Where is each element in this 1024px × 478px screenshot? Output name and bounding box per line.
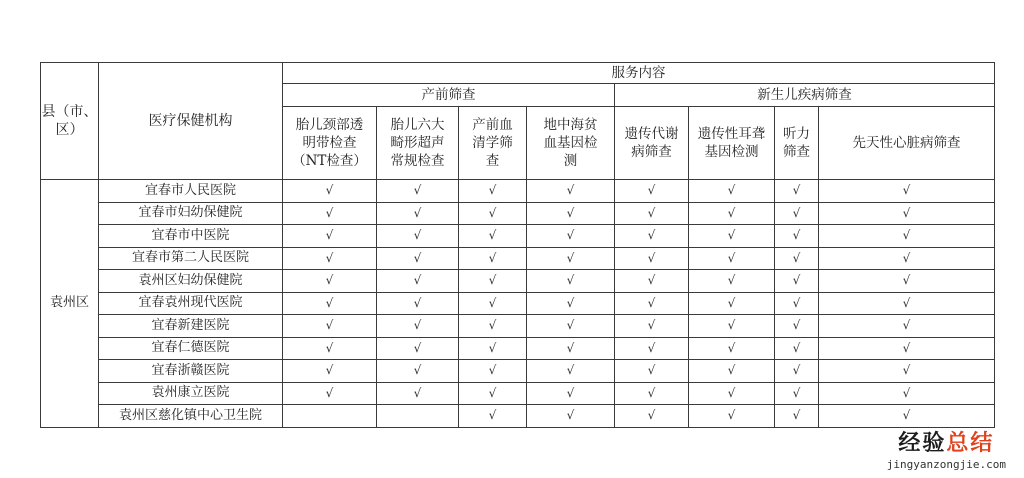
check-mark-icon: √ [647,273,656,288]
institution-name-cell: 袁州区妇幼保健院 [99,270,283,293]
check-mark-icon: √ [325,183,334,198]
check-mark-icon: √ [325,340,334,355]
service-cell [459,247,527,270]
check-mark-icon: √ [413,385,422,400]
service-cell [689,360,775,383]
service-cell [377,382,459,405]
table-row [41,405,995,428]
service-cell [283,315,377,338]
service-cell [527,247,615,270]
check-mark-icon: √ [902,273,911,288]
service-cell [819,247,995,270]
service-cell [377,337,459,360]
check-mark-icon: √ [488,385,497,400]
institution-name-cell: 宜春市中医院 [99,225,283,248]
service-cell [377,202,459,225]
service-cell [615,202,689,225]
table-row [41,360,995,383]
service-cell [689,270,775,293]
check-mark-icon: √ [488,340,497,355]
service-cell [615,292,689,315]
check-mark-icon: √ [488,205,497,220]
service-cell [689,292,775,315]
check-mark-icon: √ [647,295,656,310]
service-cell [819,360,995,383]
check-mark-icon: √ [902,228,911,243]
service-cell [527,202,615,225]
service-cell [615,337,689,360]
check-mark-icon: √ [647,183,656,198]
check-mark-icon: √ [413,295,422,310]
check-mark-icon: √ [488,250,497,265]
service-cell [819,270,995,293]
service-cell [527,360,615,383]
service-cell [615,270,689,293]
service-cell [459,225,527,248]
service-cell [615,405,689,428]
check-mark-icon: √ [902,205,911,220]
table-row [41,315,995,338]
column-header: 产前血清学筛查 [459,107,527,180]
institution-name-cell: 宜春袁州现代医院 [99,292,283,315]
service-cell [283,270,377,293]
check-mark-icon: √ [727,228,736,243]
service-cell [775,405,819,428]
service-cell [527,337,615,360]
service-cell [689,337,775,360]
check-mark-icon: √ [413,250,422,265]
service-cell [615,360,689,383]
institution-name-cell: 宜春浙赣医院 [99,360,283,383]
service-cell [689,202,775,225]
service-cell [775,382,819,405]
service-cell [377,270,459,293]
service-cell [283,180,377,203]
check-mark-icon: √ [792,295,801,310]
check-mark-icon: √ [566,318,575,333]
check-mark-icon: √ [792,250,801,265]
service-cell [775,247,819,270]
check-mark-icon: √ [902,318,911,333]
column-header: 听力筛查 [775,107,819,180]
check-mark-icon: √ [902,340,911,355]
county-header: 县（市、区） [41,63,99,180]
service-cell [819,180,995,203]
check-mark-icon: √ [792,408,801,423]
column-header: 胎儿颈部透明带检查（NT检查） [283,107,377,180]
service-content-header: 服务内容 [283,63,995,84]
check-mark-icon: √ [902,363,911,378]
check-mark-icon: √ [566,295,575,310]
table-row [41,382,995,405]
service-cell [775,270,819,293]
check-mark-icon: √ [413,340,422,355]
check-mark-icon: √ [413,205,422,220]
check-mark-icon: √ [413,363,422,378]
service-cell [819,405,995,428]
column-header: 胎儿六大畸形超声常规检查 [377,107,459,180]
service-cell [527,180,615,203]
service-cell [527,270,615,293]
institution-name-cell: 宜春仁德医院 [99,337,283,360]
check-mark-icon: √ [792,183,801,198]
service-cell [377,247,459,270]
check-mark-icon: √ [566,408,575,423]
service-cell [819,202,995,225]
service-cell [283,337,377,360]
service-cell [283,225,377,248]
service-cell [819,337,995,360]
service-cell [377,225,459,248]
check-mark-icon: √ [566,183,575,198]
check-mark-icon: √ [792,205,801,220]
service-cell [459,315,527,338]
check-mark-icon: √ [647,408,656,423]
check-mark-icon: √ [727,363,736,378]
check-mark-icon: √ [792,340,801,355]
check-mark-icon: √ [566,363,575,378]
check-mark-icon: √ [566,250,575,265]
check-mark-icon: √ [566,340,575,355]
service-cell [775,292,819,315]
check-mark-icon: √ [647,340,656,355]
check-mark-icon: √ [647,318,656,333]
column-header: 遗传性耳聋基因检测 [689,107,775,180]
check-mark-icon: √ [902,408,911,423]
table-row [41,247,995,270]
prenatal-screening-header: 产前筛查 [283,84,615,107]
service-cell [377,360,459,383]
check-mark-icon: √ [647,385,656,400]
service-cell [459,180,527,203]
check-mark-icon: √ [325,250,334,265]
institution-name-cell: 袁州区慈化镇中心卫生院 [99,405,283,428]
service-cell [689,382,775,405]
service-cell [689,315,775,338]
service-cell [615,315,689,338]
service-cell [283,202,377,225]
service-cell [527,382,615,405]
check-mark-icon: √ [727,340,736,355]
institution-header: 医疗保健机构 [99,63,283,180]
check-mark-icon: √ [792,273,801,288]
check-mark-icon: √ [647,250,656,265]
service-cell [377,292,459,315]
service-cell [459,360,527,383]
check-mark-icon: √ [647,205,656,220]
table-row [41,225,995,248]
service-cell [459,337,527,360]
check-mark-icon: √ [727,183,736,198]
service-cell [775,180,819,203]
service-cell [527,315,615,338]
service-cell [819,225,995,248]
check-mark-icon: √ [325,205,334,220]
check-mark-icon: √ [792,363,801,378]
service-cell [615,247,689,270]
check-mark-icon: √ [325,363,334,378]
service-cell [689,405,775,428]
service-cell [775,202,819,225]
service-cell [775,315,819,338]
check-mark-icon: √ [325,385,334,400]
check-mark-icon: √ [727,205,736,220]
service-cell [283,292,377,315]
newborn-screening-header: 新生儿疾病筛查 [615,84,995,107]
service-cell [283,405,377,428]
check-mark-icon: √ [727,295,736,310]
check-mark-icon: √ [413,228,422,243]
table-row [41,180,995,203]
check-mark-icon: √ [488,273,497,288]
check-mark-icon: √ [413,183,422,198]
check-mark-icon: √ [488,183,497,198]
service-cell [819,382,995,405]
column-header: 先天性心脏病筛查 [819,107,995,180]
column-header: 地中海贫血基因检测 [527,107,615,180]
check-mark-icon: √ [792,318,801,333]
service-cell [283,382,377,405]
service-cell [459,292,527,315]
check-mark-icon: √ [566,205,575,220]
service-cell [689,247,775,270]
watermark [887,426,1006,471]
service-cell [283,360,377,383]
service-cell [527,225,615,248]
check-mark-icon: √ [488,408,497,423]
service-cell [459,202,527,225]
check-mark-icon: √ [902,385,911,400]
check-mark-icon: √ [413,273,422,288]
institution-name-cell: 袁州康立医院 [99,382,283,405]
service-cell [459,405,527,428]
check-mark-icon: √ [566,273,575,288]
table-row [41,202,995,225]
service-cell [377,180,459,203]
institution-name-cell: 宜春市人民医院 [99,180,283,203]
screening-services-table [40,62,995,428]
service-cell [459,382,527,405]
check-mark-icon: √ [325,295,334,310]
institution-name-cell: 宜春市第二人民医院 [99,247,283,270]
check-mark-icon: √ [792,385,801,400]
institution-name-cell: 宜春新建医院 [99,315,283,338]
table-row [41,292,995,315]
watermark-url: jingyanzongjie.com [886,458,1006,471]
check-mark-icon: √ [902,183,911,198]
service-cell [819,292,995,315]
check-mark-icon: √ [325,318,334,333]
service-cell [775,360,819,383]
check-mark-icon: √ [727,318,736,333]
table-row [41,270,995,293]
service-cell [459,270,527,293]
check-mark-icon: √ [488,363,497,378]
check-mark-icon: √ [647,363,656,378]
table-row [41,337,995,360]
watermark-title-part2: 总结 [946,431,995,456]
check-mark-icon: √ [325,228,334,243]
watermark-title-part1: 经验 [898,431,947,456]
institution-name-cell: 宜春市妇幼保健院 [99,202,283,225]
check-mark-icon: √ [647,228,656,243]
check-mark-icon: √ [488,228,497,243]
service-cell [819,315,995,338]
service-cell [527,292,615,315]
check-mark-icon: √ [566,385,575,400]
service-cell [689,225,775,248]
watermark-title [887,426,1006,457]
service-cell [377,315,459,338]
check-mark-icon: √ [413,318,422,333]
check-mark-icon: √ [727,250,736,265]
check-mark-icon: √ [727,273,736,288]
check-mark-icon: √ [488,318,497,333]
check-mark-icon: √ [902,295,911,310]
service-cell [377,405,459,428]
service-cell [615,225,689,248]
service-cell [615,382,689,405]
service-cell [283,247,377,270]
service-cell [775,337,819,360]
check-mark-icon: √ [727,408,736,423]
check-mark-icon: √ [566,228,575,243]
check-mark-icon: √ [727,385,736,400]
service-cell [615,180,689,203]
service-cell [689,180,775,203]
check-mark-icon: √ [902,250,911,265]
service-cell [527,405,615,428]
check-mark-icon: √ [792,228,801,243]
column-header: 遗传代谢病筛查 [615,107,689,180]
check-mark-icon: √ [325,273,334,288]
check-mark-icon: √ [488,295,497,310]
county-cell: 袁州区 [41,180,99,428]
service-cell [775,225,819,248]
